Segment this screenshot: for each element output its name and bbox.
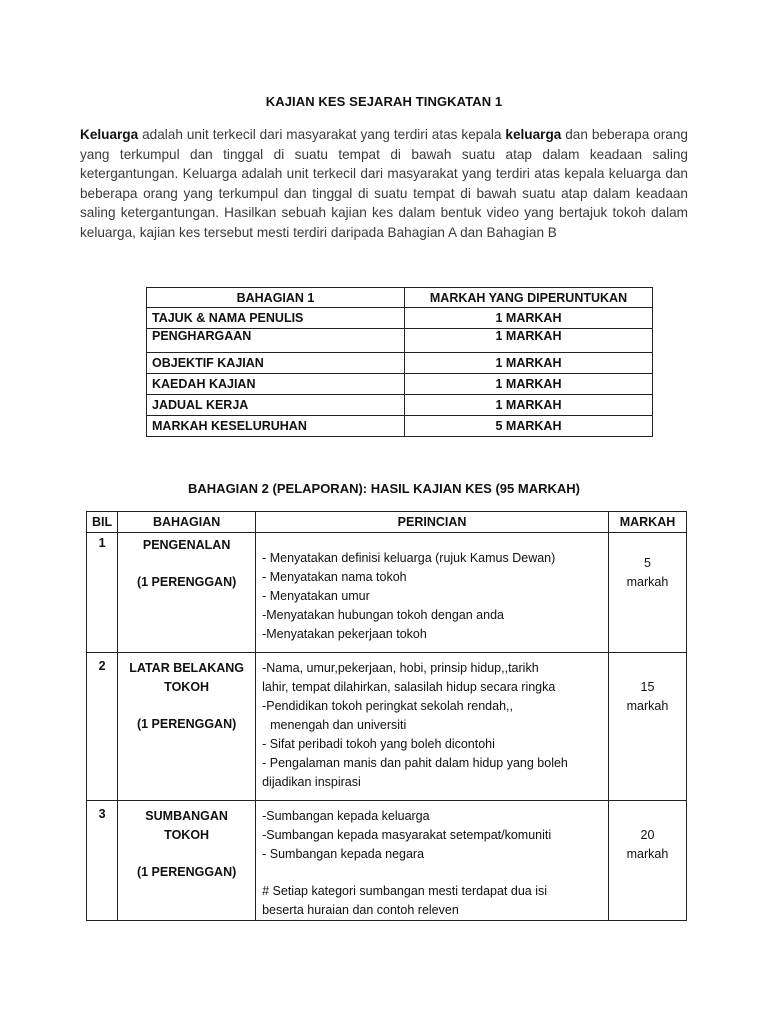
table1-header-markah: MARKAH YANG DIPERUNTUKAN bbox=[405, 288, 653, 308]
bahagian-spacer bbox=[123, 845, 250, 863]
row-bil: 1 bbox=[87, 533, 118, 653]
bahagian-line: SUMBANGAN bbox=[145, 809, 228, 823]
markah-value: 20 bbox=[640, 828, 655, 842]
intro-paragraph bbox=[80, 125, 688, 242]
bahagian-spacer bbox=[123, 697, 250, 715]
bahagian-line: TOKOH bbox=[164, 828, 210, 842]
perincian-line: - Pengalaman manis dan pahit dalam hidup yang boleh bbox=[262, 756, 568, 770]
perincian-line: -Nama, umur,pekerjaan, hobi, prinsip hidup,,tarikh bbox=[262, 661, 539, 675]
section-subtitle: BAHAGIAN 2 (PELAPORAN): HASIL KAJIAN KES (95 MARKAH) bbox=[188, 481, 580, 496]
table1-cell-item: OBJEKTIF KAJIAN bbox=[147, 353, 405, 374]
table1-cell-markah: 5 MARKAH bbox=[405, 416, 653, 437]
bahagian-line: (1 PERENGGAN) bbox=[136, 575, 237, 589]
table-row bbox=[147, 416, 653, 437]
intro-bold-keluarga-1: Keluarga bbox=[80, 127, 139, 142]
table1-cell-markah: 1 MARKAH bbox=[405, 308, 653, 329]
markah-unit: markah bbox=[626, 847, 669, 861]
bahagian-line: PENGENALAN bbox=[142, 538, 231, 552]
row-bahagian bbox=[118, 801, 256, 921]
table-bahagian-1 bbox=[146, 287, 653, 437]
row-perincian bbox=[256, 801, 609, 921]
perincian-line: -Sumbangan kepada keluarga bbox=[262, 809, 430, 823]
perincian-line: menengah dan universiti bbox=[270, 718, 407, 732]
row-perincian bbox=[256, 533, 609, 653]
document-title: KAJIAN KES SEJARAH TINGKATAN 1 bbox=[265, 94, 503, 109]
markah-unit: markah bbox=[626, 575, 669, 589]
row-bil: 2 bbox=[87, 653, 118, 801]
markah-unit: markah bbox=[626, 699, 669, 713]
markah-value: 15 bbox=[640, 680, 655, 694]
markah-value: 5 bbox=[644, 556, 651, 570]
table1-cell-markah: 1 MARKAH bbox=[405, 329, 653, 353]
perincian-line: - Menyatakan nama tokoh bbox=[262, 570, 407, 584]
bahagian-spacer bbox=[123, 555, 250, 573]
perincian-line: -Menyatakan pekerjaan tokoh bbox=[262, 627, 427, 641]
table1-cell-item: TAJUK & NAMA PENULIS bbox=[147, 308, 405, 329]
table1-cell-item: PENGHARGAAN bbox=[147, 329, 405, 353]
table2-header-row bbox=[87, 512, 687, 533]
row-markah bbox=[608, 801, 686, 921]
table-row bbox=[87, 653, 687, 801]
table-row bbox=[147, 395, 653, 416]
table1-cell-markah: 1 MARKAH bbox=[405, 395, 653, 416]
table1-cell-item: KAEDAH KAJIAN bbox=[147, 374, 405, 395]
row-markah bbox=[608, 653, 686, 801]
row-perincian bbox=[256, 653, 609, 801]
perincian-line: - Sumbangan kepada negara bbox=[262, 847, 425, 861]
table-bahagian-2 bbox=[86, 511, 687, 921]
perincian-line: beserta huraian dan contoh releven bbox=[262, 903, 459, 917]
perincian-line: # Setiap kategori sumbangan mesti terdapat dua isi bbox=[262, 884, 548, 898]
bahagian-line: (1 PERENGGAN) bbox=[136, 865, 237, 879]
table1-header-row bbox=[147, 288, 653, 308]
table-row bbox=[87, 801, 687, 921]
bahagian-line: TOKOH bbox=[164, 680, 210, 694]
table1-cell-item: JADUAL KERJA bbox=[147, 395, 405, 416]
perincian-line: lahir, tempat dilahirkan, salasilah hidup secara ringka bbox=[262, 680, 556, 694]
row-bahagian bbox=[118, 533, 256, 653]
table-row bbox=[147, 329, 653, 353]
table-row bbox=[87, 533, 687, 653]
table2-header-perincian: PERINCIAN bbox=[256, 512, 609, 533]
row-markah bbox=[608, 533, 686, 653]
intro-text-2: dan beberapa orang yang terkumpul dan tinggal di suatu tempat di bawah suatu atap dalam keadaan saling ketergantungan. Keluarga adalah unit terkecil dari masyarakat yang terdiri atas kepala keluarga dan beberapa orang yang terkumpul dan tinggal di suatu tempat di bawah suatu atap dalam keadaan saling ketergantungan. Hasilkan sebuah kajian kes dalam bentuk video yang bertajuk tokoh dalam keluarga, kajian kes tersebut mesti terdiri daripada Bahagian A dan Bahagian B bbox=[80, 127, 688, 240]
table2-header-bahagian: BAHAGIAN bbox=[118, 512, 256, 533]
table1-cell-markah: 1 MARKAH bbox=[405, 374, 653, 395]
table-row bbox=[147, 374, 653, 395]
row-bil: 3 bbox=[87, 801, 118, 921]
bahagian-line: (1 PERENGGAN) bbox=[136, 717, 237, 731]
perincian-line: - Sifat peribadi tokoh yang boleh dicontohi bbox=[262, 737, 495, 751]
table1-cell-item: MARKAH KESELURUHAN bbox=[147, 416, 405, 437]
table-row bbox=[147, 353, 653, 374]
perincian-line: -Menyatakan hubungan tokoh dengan anda bbox=[262, 608, 504, 622]
table2-header-bil: BIL bbox=[87, 512, 118, 533]
table1-cell-markah: 1 MARKAH bbox=[405, 353, 653, 374]
row-bahagian bbox=[118, 653, 256, 801]
perincian-line: -Pendidikan tokoh peringkat sekolah rendah,, bbox=[262, 699, 513, 713]
perincian-line: - Menyatakan definisi keluarga (rujuk Kamus Dewan) bbox=[262, 551, 556, 565]
intro-text-1: adalah unit terkecil dari masyarakat yang terdiri atas kepala bbox=[138, 127, 506, 142]
table1-header-bahagian: BAHAGIAN 1 bbox=[147, 288, 405, 308]
bahagian-line: LATAR BELAKANG bbox=[129, 661, 245, 675]
intro-bold-keluarga-2: keluarga bbox=[505, 127, 562, 142]
table2-header-markah: MARKAH bbox=[608, 512, 686, 533]
perincian-line: -Sumbangan kepada masyarakat setempat/komuniti bbox=[262, 828, 552, 842]
table-row bbox=[147, 308, 653, 329]
perincian-line: - Menyatakan umur bbox=[262, 589, 370, 603]
perincian-spacer bbox=[262, 864, 602, 882]
perincian-line: dijadikan inspirasi bbox=[262, 775, 361, 789]
